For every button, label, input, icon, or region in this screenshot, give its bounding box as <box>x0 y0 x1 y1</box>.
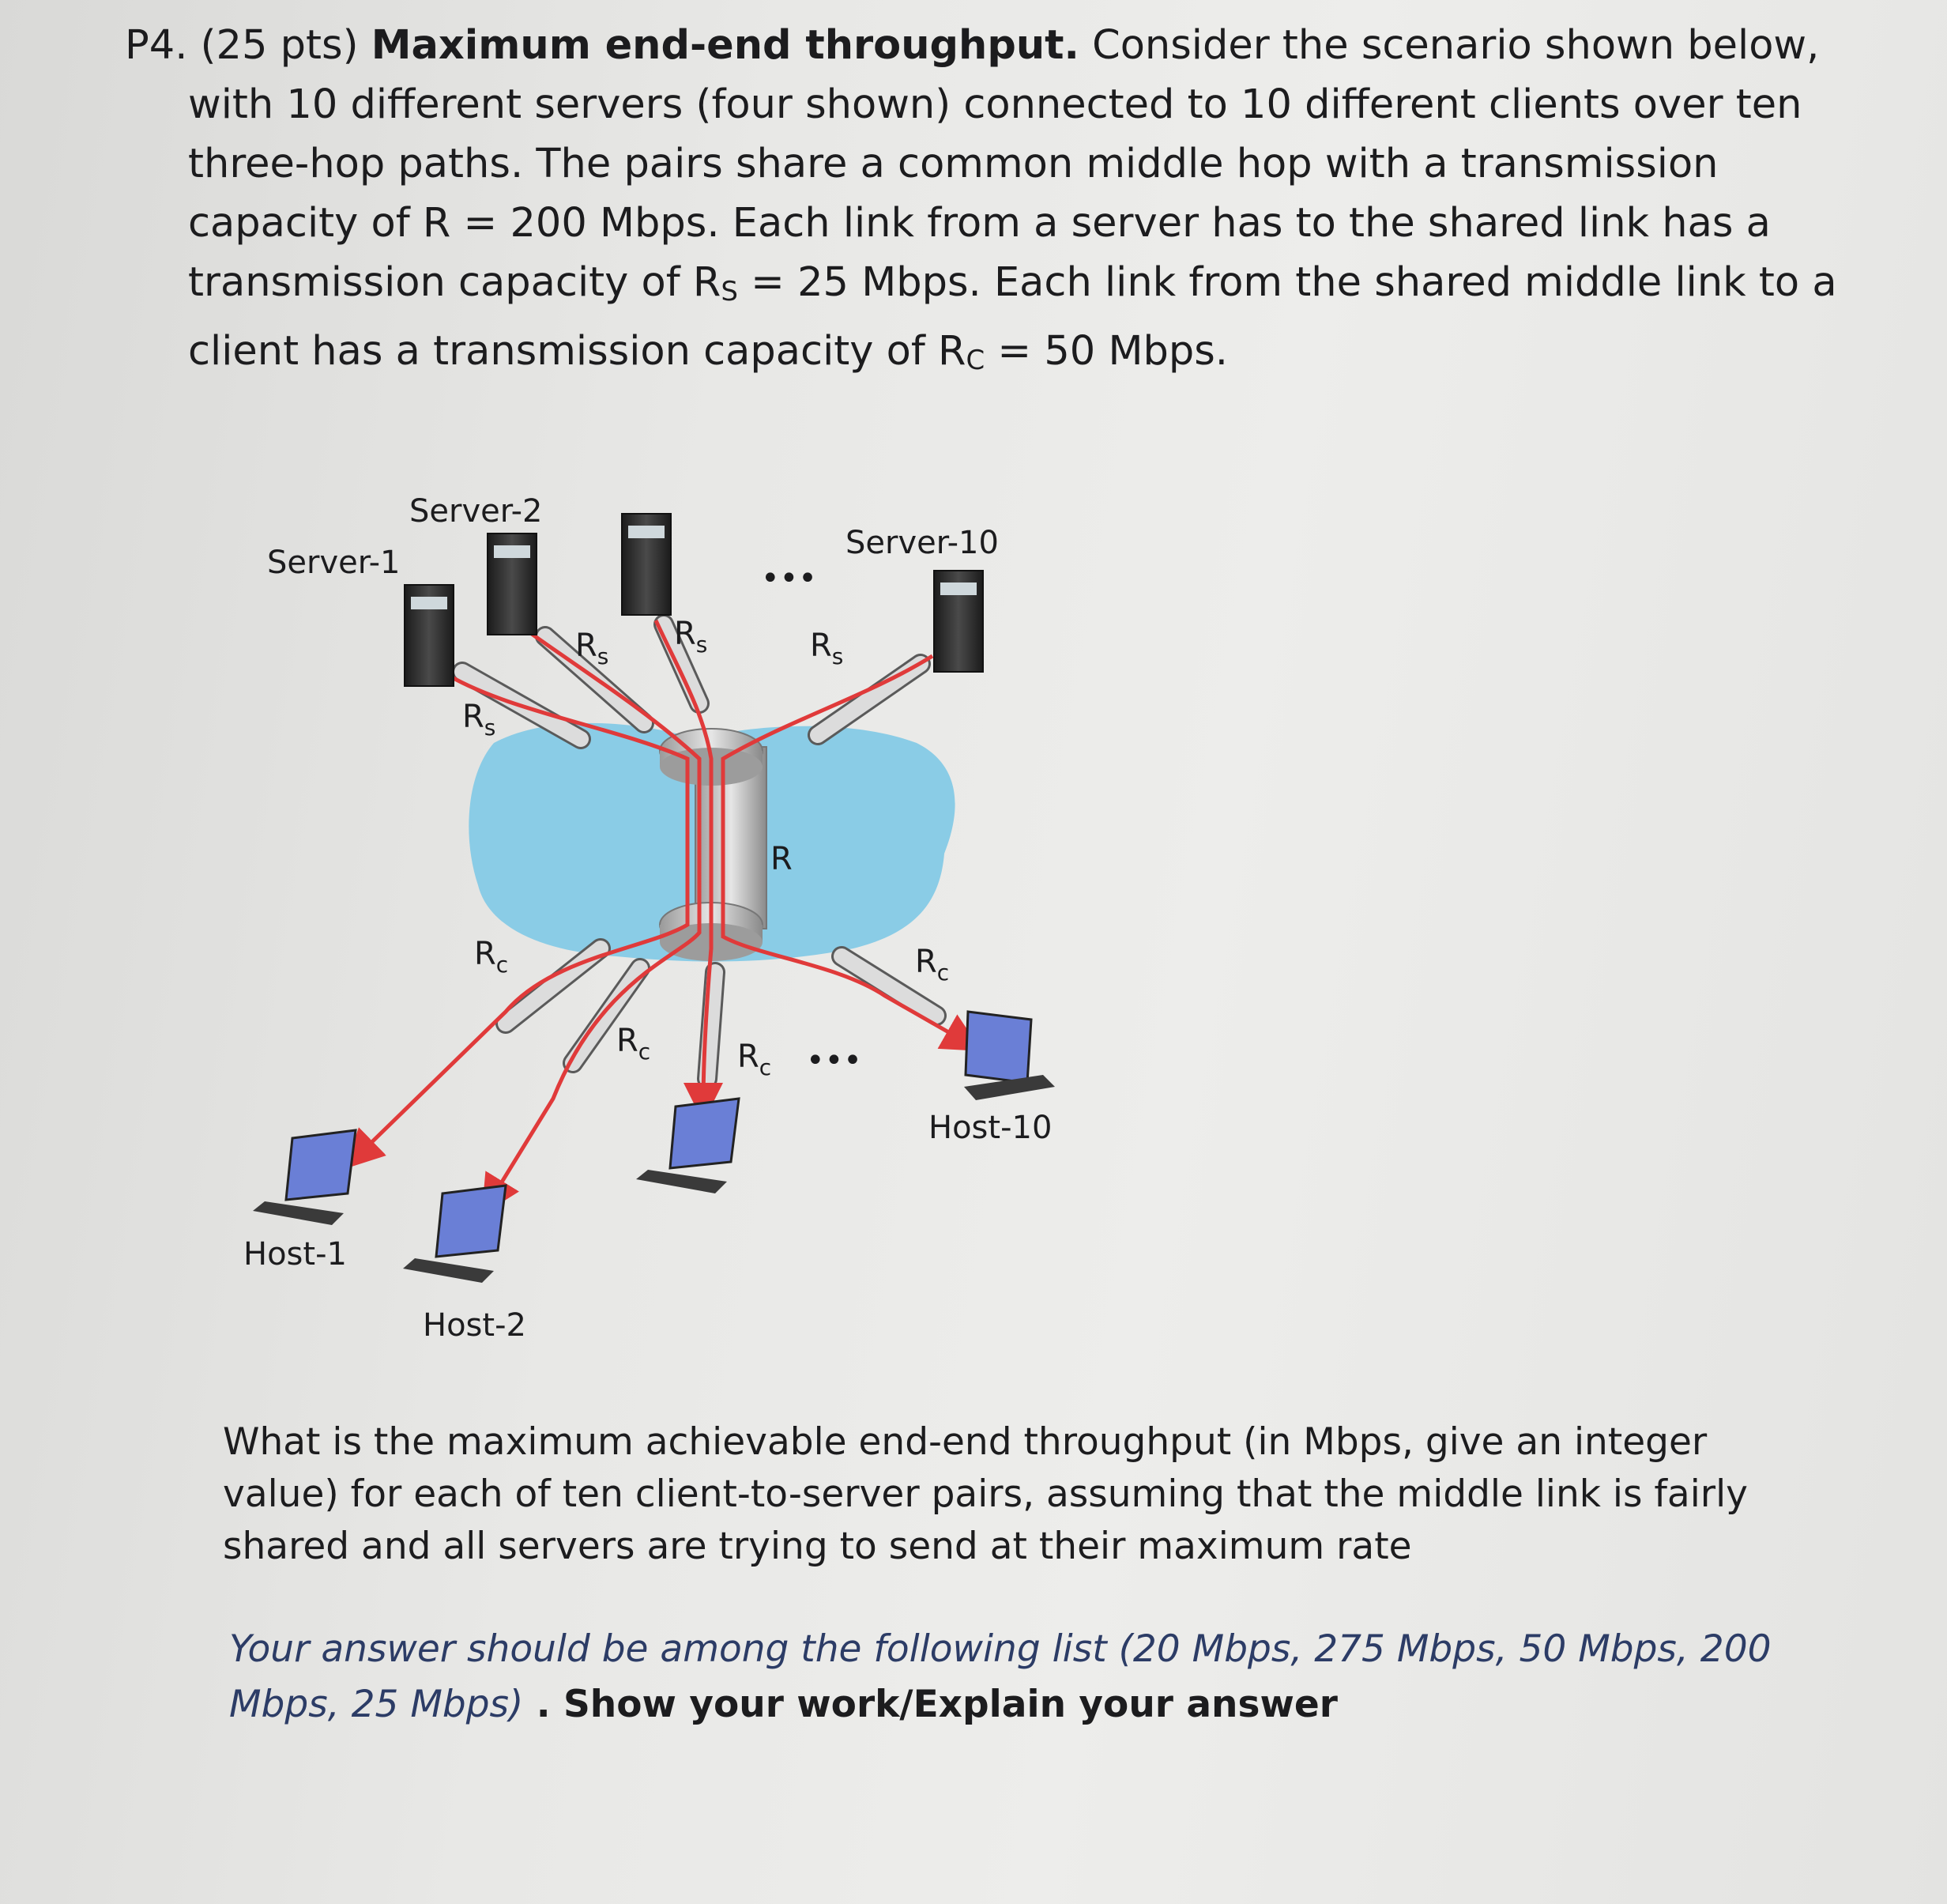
question-paragraph: What is the maximum achievable end-end throughput (in Mbps, give an integer value) for each of ten client-to-server pairs, assuming that the middle link is fairly shared and all servers are trying to send at their maximum rate <box>223 1420 1748 1568</box>
problem-statement <box>125 16 1847 390</box>
show-work-instruction: . Show your work/Explain your answer <box>523 1683 1338 1726</box>
rc-label-1: $R_c$ <box>474 936 509 978</box>
server-3 <box>622 514 671 615</box>
rs-label-10: $R_s$ <box>810 628 844 669</box>
problem-intro: Consider the scenario shown below, with 10 different servers (four shown) connected to 10 different clients over ten three-hop paths. The pairs share a common middle hop with a transmission capacity of R = 200 Mbps. Each link from a server has to the shared link has a transmission capacity of R <box>188 22 1820 306</box>
problem-mid: = 25 Mbps. Each link from the shared middle link to a client has a transmission capacity of R <box>188 259 1837 375</box>
rc-label-10: $R_c$ <box>915 944 950 986</box>
rc-label-2: $R_c$ <box>616 1023 651 1065</box>
problem-points: (25 pts) <box>200 22 359 69</box>
rc-label-3: $R_c$ <box>737 1039 772 1080</box>
problem-number: P4. <box>125 22 188 69</box>
rs-subscript: S <box>721 276 738 307</box>
server-2-label: Server-2 <box>409 493 543 530</box>
clients-ellipsis: ••• <box>806 1042 862 1079</box>
rc-subscript: C <box>966 345 985 376</box>
answer-options: Your answer should be among the following list (20 Mbps, 275 Mbps, 50 Mbps, 200 Mbps, 25 Mbps) <box>229 1627 1772 1726</box>
host-1-label: Host-1 <box>243 1236 347 1272</box>
host-3 <box>636 1099 739 1193</box>
network-diagram <box>0 443 1947 1391</box>
server-1-label: Server-1 <box>267 545 401 581</box>
host-10 <box>964 1012 1055 1100</box>
answer-hint <box>229 1622 1810 1732</box>
problem-title: Maximum end-end throughput. <box>371 22 1079 69</box>
host-2 <box>403 1186 506 1283</box>
problem-end: = 50 Mbps. <box>985 328 1228 375</box>
rs-label-3: $R_s$ <box>674 616 708 658</box>
rs-label-2: $R_s$ <box>575 628 609 669</box>
middle-link-label: R <box>770 841 793 877</box>
host-computer-icon <box>670 1099 739 1168</box>
servers-ellipsis: ••• <box>761 560 817 597</box>
server-1 <box>405 585 454 686</box>
host-computer-icon <box>286 1130 356 1200</box>
server-2 <box>488 533 537 635</box>
question-text <box>223 1416 1803 1573</box>
server-10-label: Server-10 <box>845 525 999 561</box>
host-1 <box>253 1130 356 1225</box>
host-computer-icon <box>436 1186 506 1257</box>
host-computer-icon <box>966 1012 1031 1083</box>
host-2-label: Host-2 <box>423 1307 526 1344</box>
server-10 <box>934 571 983 672</box>
rs-label-1: $R_s$ <box>462 699 496 741</box>
host-10-label: Host-10 <box>928 1110 1053 1146</box>
